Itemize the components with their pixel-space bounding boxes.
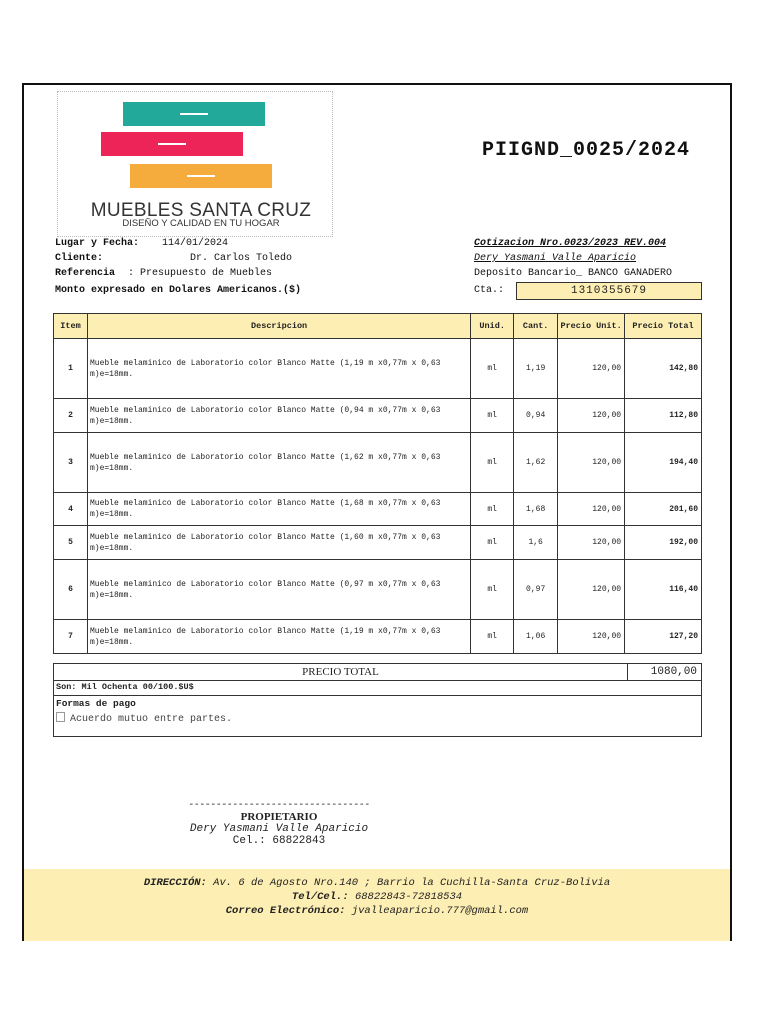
row-description: Mueble melaminico de Laboratorio color Blanco Matte (1,19 m x0,77m x 0,63 m)e=18mm.: [87, 620, 470, 654]
cliente-value: Dr. Carlos Toledo: [190, 253, 293, 264]
row-precio-unit: 120,00: [558, 493, 625, 526]
signature-block: [174, 800, 384, 847]
total-label: PRECIO TOTAL: [54, 664, 628, 680]
items-table: [53, 313, 702, 654]
totals-box: [53, 663, 702, 737]
company-logo: [57, 91, 333, 237]
row-cant: 1,62: [514, 433, 558, 493]
total-value: 1080,00: [650, 666, 697, 678]
table-row: [54, 620, 702, 654]
row-cant: 1,06: [514, 620, 558, 654]
deposito-bancario: Deposito Bancario_ BANCO GANADERO: [474, 268, 673, 279]
payment-item-text: Acuerdo mutuo entre partes.: [70, 714, 233, 725]
row-description: Mueble melaminico de Laboratorio color Blanco Matte (1,62 m x0,77m x 0,63 m)e=18mm.: [87, 433, 470, 493]
row-cant: 1,19: [514, 339, 558, 399]
row-item: 3: [54, 433, 88, 493]
signature-title: PROPIETARIO: [240, 811, 318, 823]
row-precio-unit: 120,00: [558, 433, 625, 493]
cta-value: 1310355679: [516, 282, 702, 300]
table-row: [54, 433, 702, 493]
row-precio-unit: 120,00: [558, 560, 625, 620]
logo-bar-teal: [123, 102, 265, 126]
row-cant: 1,68: [514, 493, 558, 526]
amount-in-words-row: [54, 680, 701, 696]
row-unid: ml: [471, 493, 514, 526]
checkbox-icon: [56, 712, 65, 722]
document-number: PIIGND_0025/2024: [482, 139, 691, 162]
monto-note: Monto expresado en Dolares Americanos.($): [55, 285, 302, 296]
row-description: Mueble melaminico de Laboratorio color Blanco Matte (0,94 m x0,77m x 0,63 m)e=18mm.: [87, 399, 470, 433]
footer-email: [24, 905, 730, 917]
row-item: 6: [54, 560, 88, 620]
row-unid: ml: [471, 399, 514, 433]
footer-address: [24, 877, 730, 889]
row-cant: 1,6: [514, 526, 558, 560]
row-unid: ml: [471, 433, 514, 493]
row-unid: ml: [471, 526, 514, 560]
footer-contact: [24, 869, 730, 941]
row-precio-unit: 120,00: [558, 620, 625, 654]
vendedor-name: Dery Yasmani Valle Aparicio: [474, 253, 637, 264]
row-precio-total: 112,80: [625, 399, 702, 433]
table-header-row: [54, 314, 702, 339]
row-description: Mueble melaminico de Laboratorio color Blanco Matte (0,97 m x0,77m x 0,63 m)e=18mm.: [87, 560, 470, 620]
row-precio-unit: 120,00: [558, 399, 625, 433]
cta-label: Cta.:: [474, 285, 505, 296]
row-item: 1: [54, 339, 88, 399]
row-precio-unit: 120,00: [558, 339, 625, 399]
row-description: Mueble melaminico de Laboratorio color Blanco Matte (1,60 m x0,77m x 0,63 m)e=18mm.: [87, 526, 470, 560]
header-item: Item: [54, 314, 88, 339]
row-cant: 0,97: [514, 560, 558, 620]
row-precio-total: 127,20: [625, 620, 702, 654]
referencia-label: Referencia: [55, 268, 116, 279]
address-label: DIRECCIÓN:: [143, 877, 207, 889]
row-precio-total: 116,40: [625, 560, 702, 620]
amount-in-words: Son: Mil Ochenta 00/100.$U$: [56, 682, 194, 692]
logo-bar-red: [101, 132, 243, 156]
referencia-value: : Presupuesto de Muebles: [128, 268, 273, 279]
row-item: 2: [54, 399, 88, 433]
phone-value: 68822843-72818534: [354, 891, 463, 903]
logo-bar-orange: [130, 164, 272, 188]
signature-cel: Cel.: 68822843: [232, 835, 326, 847]
row-description: Mueble melaminico de Laboratorio color Blanco Matte (1,19 m x0,77m x 0,63 m)e=18mm.: [87, 339, 470, 399]
fecha-label: Lugar y Fecha:: [55, 238, 140, 249]
email-value: jvalleaparicio.777@gmail.com: [351, 905, 529, 917]
row-item: 7: [54, 620, 88, 654]
header-descripcion: Descripcion: [87, 314, 470, 339]
address-value: Av. 6 de Agosto Nro.140 ; Barrio la Cuchilla-Santa Cruz-Bolivia: [213, 877, 611, 889]
header-precio-total: Precio Total: [625, 314, 702, 339]
row-unid: ml: [471, 560, 514, 620]
fecha-value: 114/01/2024: [162, 238, 229, 249]
payment-item: [56, 712, 232, 725]
quote-document: [22, 83, 732, 941]
row-item: 5: [54, 526, 88, 560]
cotizacion-number: Cotizacion Nro.0023/2023 REV.004: [474, 238, 667, 249]
row-unid: ml: [471, 339, 514, 399]
table-row: [54, 339, 702, 399]
row-precio-total: 194,40: [625, 433, 702, 493]
row-unid: ml: [471, 620, 514, 654]
header-precio-unit: Precio Unit.: [558, 314, 625, 339]
row-precio-total: 142,80: [625, 339, 702, 399]
row-precio-total: 201,60: [625, 493, 702, 526]
table-row: [54, 560, 702, 620]
payment-title: Formas de pago: [56, 698, 136, 709]
row-cant: 0,94: [514, 399, 558, 433]
signature-name: Dery Yasmani Valle Aparicio: [189, 823, 369, 835]
row-item: 4: [54, 493, 88, 526]
table-row: [54, 493, 702, 526]
footer-phone: [24, 891, 730, 903]
row-description: Mueble melaminico de Laboratorio color Blanco Matte (1,68 m x0,77m x 0,63 m)e=18mm.: [87, 493, 470, 526]
phone-label: Tel/Cel.:: [291, 891, 349, 903]
header-unid: Unid.: [471, 314, 514, 339]
logo-tagline: DISEÑO Y CALIDAD EN TU HOGAR: [122, 218, 280, 229]
table-row: [54, 399, 702, 433]
cliente-label: Cliente:: [55, 253, 104, 264]
table-row: [54, 526, 702, 560]
row-precio-total: 192,00: [625, 526, 702, 560]
header-cant: Cant.: [514, 314, 558, 339]
row-precio-unit: 120,00: [558, 526, 625, 560]
logo-company-name: MUEBLES SANTA CRUZ: [90, 200, 312, 221]
total-row: [54, 664, 701, 681]
signature-line: ---------------------------------: [188, 800, 370, 811]
email-label: Correo Electrónico:: [225, 905, 346, 917]
